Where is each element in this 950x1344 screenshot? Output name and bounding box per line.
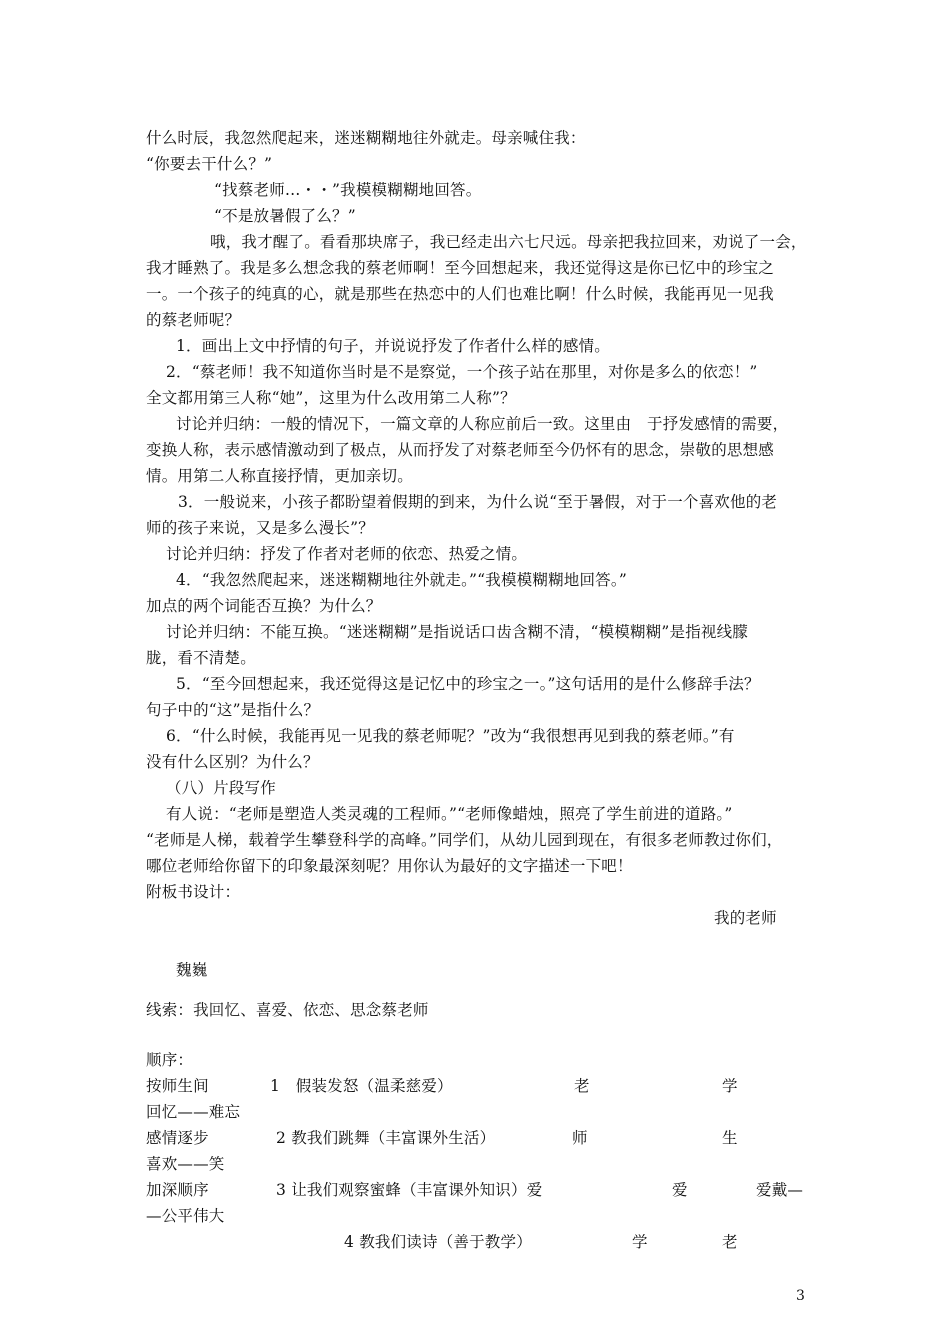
body-line: “找蔡老师…・・”我模模糊糊地回答。	[214, 181, 482, 199]
question-6: 6．“什么时候，我能再见一见我的蔡老师呢？”改为“我很想再见到我的蔡老师。”有	[166, 727, 735, 745]
board-cell: 1 假装发怒（温柔慈爱）	[270, 1077, 453, 1095]
body-line: 加点的两个词能否互换？为什么？	[146, 597, 382, 615]
question-2: 2．“蔡老师！我不知道你当时是不是察觉，一个孩子站在那里，对你是多么的依恋！”	[166, 363, 758, 381]
board-cell: —公平伟大	[146, 1207, 225, 1225]
question-5: 5．“至今回想起来，我还觉得这是记忆中的珍宝之一。”这句话用的是什么修辞手法？	[176, 675, 760, 693]
board-cell: 感情逐步	[146, 1129, 209, 1147]
body-line: 一。一个孩子的纯真的心，就是那些在热恋中的人们也难比啊！什么时候，我能再见一见我	[146, 285, 775, 303]
body-line: 情。用第二人称直接抒情，更加亲切。	[146, 467, 413, 485]
question-4: 4．“我忽然爬起来，迷迷糊糊地往外就走。”“我模模糊糊地回答。”	[176, 571, 627, 589]
section-heading: （八）片段写作	[166, 779, 276, 797]
board-cell: 师	[572, 1129, 588, 1147]
body-line: 什么时辰，我忽然爬起来，迷迷糊糊地往外就走。母亲喊住我：	[146, 129, 586, 147]
discussion-line: 讨论并归纳：不能互换。“迷迷糊糊”是指说话口齿含糊不清，“模模糊糊”是指视线朦	[166, 623, 748, 641]
body-line: 没有什么区别？为什么？	[146, 753, 319, 771]
board-cell: 2 教我们跳舞（丰富课外生活）	[276, 1129, 496, 1147]
writing-prompt-line: 有人说：“老师是塑造人类灵魂的工程师。”“老师像蜡烛，照亮了学生前进的道路。”	[166, 805, 733, 823]
board-cell: 老	[574, 1077, 590, 1095]
board-cell: 学	[632, 1233, 648, 1251]
board-cell: 按师生间	[146, 1077, 209, 1095]
discussion-line: 讨论并归纳：抒发了作者对老师的依恋、热爱之情。	[166, 545, 528, 563]
board-title: 我的老师	[714, 909, 777, 927]
discussion-line: 讨论并归纳：一般的情况下，一篇文章的人称应前后一致。这里由 于抒发感情的需要，	[176, 415, 789, 433]
board-cell: 老	[722, 1233, 738, 1251]
board-cell: 回忆——难忘	[146, 1103, 241, 1121]
body-line: 师的孩子来说，又是多么漫长”？	[146, 519, 374, 537]
body-line: 变换人称，表示感情激动到了极点，从而抒发了对蔡老师至今仍怀有的思念，崇敬的思想感	[146, 441, 775, 459]
board-clue: 线索：我回忆、喜爱、依恋、思念蔡老师	[146, 1001, 429, 1019]
body-line: 我才睡熟了。我是多么想念我的蔡老师啊！至今回想起来，我还觉得这是你已忆中的珍宝之	[146, 259, 775, 277]
board-cell: 生	[722, 1129, 738, 1147]
body-line: 胧，看不清楚。	[146, 649, 256, 667]
board-cell: 爱	[672, 1181, 688, 1199]
board-cell: 爱戴—	[756, 1181, 804, 1199]
writing-prompt-line: “老师是人梯，载着学生攀登科学的高峰。”同学们，从幼儿园到现在，有很多老师教过你们，	[146, 831, 783, 849]
board-order-label: 顺序：	[146, 1051, 194, 1069]
question-3: 3．一般说来，小孩子都盼望着假期的到来，为什么说“至于暑假，对于一个喜欢他的老	[178, 493, 778, 511]
board-cell: 3 让我们观察蜜蜂（丰富课外知识）爱	[276, 1181, 543, 1199]
body-line: 句子中的“这”是指什么？	[146, 701, 320, 719]
board-cell: 加深顺序	[146, 1181, 209, 1199]
board-author: 魏巍	[176, 961, 208, 979]
board-cell: 4 教我们读诗（善于教学）	[344, 1233, 532, 1251]
body-line: “不是放暑假了么？”	[214, 207, 356, 225]
board-cell: 喜欢——笑	[146, 1155, 225, 1173]
page-number: 3	[796, 1288, 806, 1304]
body-line: “你要去干什么？”	[146, 155, 273, 173]
board-design-label: 附板书设计：	[146, 883, 241, 901]
body-line: 哦，我才醒了。看看那块席子，我已经走出六七尺远。母亲把我拉回来，劝说了一会，	[210, 233, 807, 251]
board-cell: 学	[722, 1077, 738, 1095]
body-line: 的蔡老师呢？	[146, 311, 241, 329]
body-line: 全文都用第三人称“她”，这里为什么改用第二人称”？	[146, 389, 516, 407]
writing-prompt-line: 哪位老师给你留下的印象最深刻呢？用你认为最好的文字描述一下吧！	[146, 857, 633, 875]
question-1: 1．画出上文中抒情的句子，并说说抒发了作者什么样的感情。	[176, 337, 610, 355]
